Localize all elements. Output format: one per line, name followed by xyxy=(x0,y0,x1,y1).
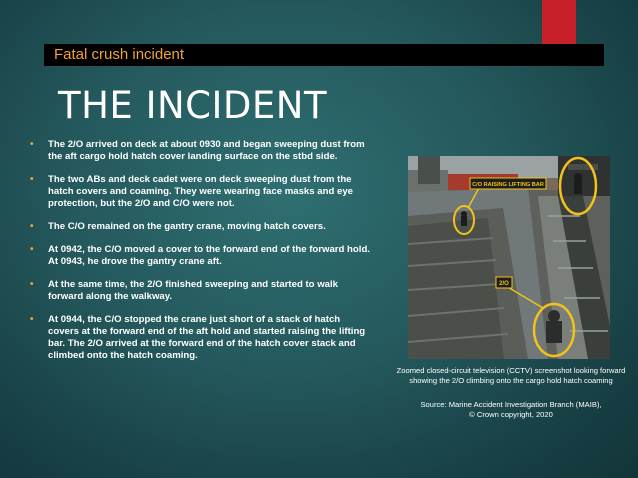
bullet-item xyxy=(30,221,370,233)
bullet-text: At 0942, the C/O moved a cover to the forward end of the forward hold. At 0943, he drove the gantry crane aft. xyxy=(48,244,370,267)
slide-subtitle: Fatal crush incident xyxy=(54,46,185,63)
slide-title: THE INCIDENT xyxy=(58,84,328,127)
bullet-marker: • xyxy=(30,244,34,255)
bullet-marker: • xyxy=(30,139,34,150)
bullet-marker: • xyxy=(30,314,34,325)
source-line-2: © Crown copyright, 2020 xyxy=(469,410,553,419)
bullet-text: The two ABs and deck cadet were on deck sweeping dust from the hatch covers and coaming. They were wearing face masks and eye protection, but the 2/O and C/O were not. xyxy=(48,174,353,209)
cctv-image xyxy=(408,156,610,359)
source-line-1: Source: Marine Accident Investigation Branch (MAIB), xyxy=(420,400,602,409)
bullet-text: The C/O remained on the gantry crane, moving hatch covers. xyxy=(48,221,326,232)
bullet-text: At 0944, the C/O stopped the crane just short of a stack of hatch covers at the forward end of the aft hold and started raising the lifting bar. The 2/O arrived at the forward end of the hatch cover stack and climbed onto the hatch coaming. xyxy=(48,314,366,361)
bullet-text: The 2/O arrived on deck at about 0930 and began sweeping dust from the aft cargo hold hatch cover landing surface on the stbd side. xyxy=(48,139,365,162)
bullet-item xyxy=(30,174,370,210)
bullet-item xyxy=(30,244,370,268)
title-bar xyxy=(44,44,604,66)
bullet-marker: • xyxy=(30,221,34,232)
bullet-marker: • xyxy=(30,279,34,290)
cctv-screenshot xyxy=(408,156,610,359)
bullet-item xyxy=(30,314,370,362)
bullet-list xyxy=(30,139,370,373)
image-caption: Zoomed closed-circuit television (CCTV) screenshot looking forward showing the 2/O climbing onto the cargo hold hatch coaming xyxy=(396,366,626,385)
label-lifting-bar: C/O RAISING LIFTING BAR xyxy=(472,182,544,188)
bullet-item xyxy=(30,279,370,303)
label-2o: 2/O xyxy=(499,281,509,287)
bullet-text: At the same time, the 2/O finished sweeping and started to walk forward along the walkway. xyxy=(48,279,339,302)
image-source xyxy=(392,400,630,420)
bullet-marker: • xyxy=(30,174,34,185)
bullet-item xyxy=(30,139,370,163)
